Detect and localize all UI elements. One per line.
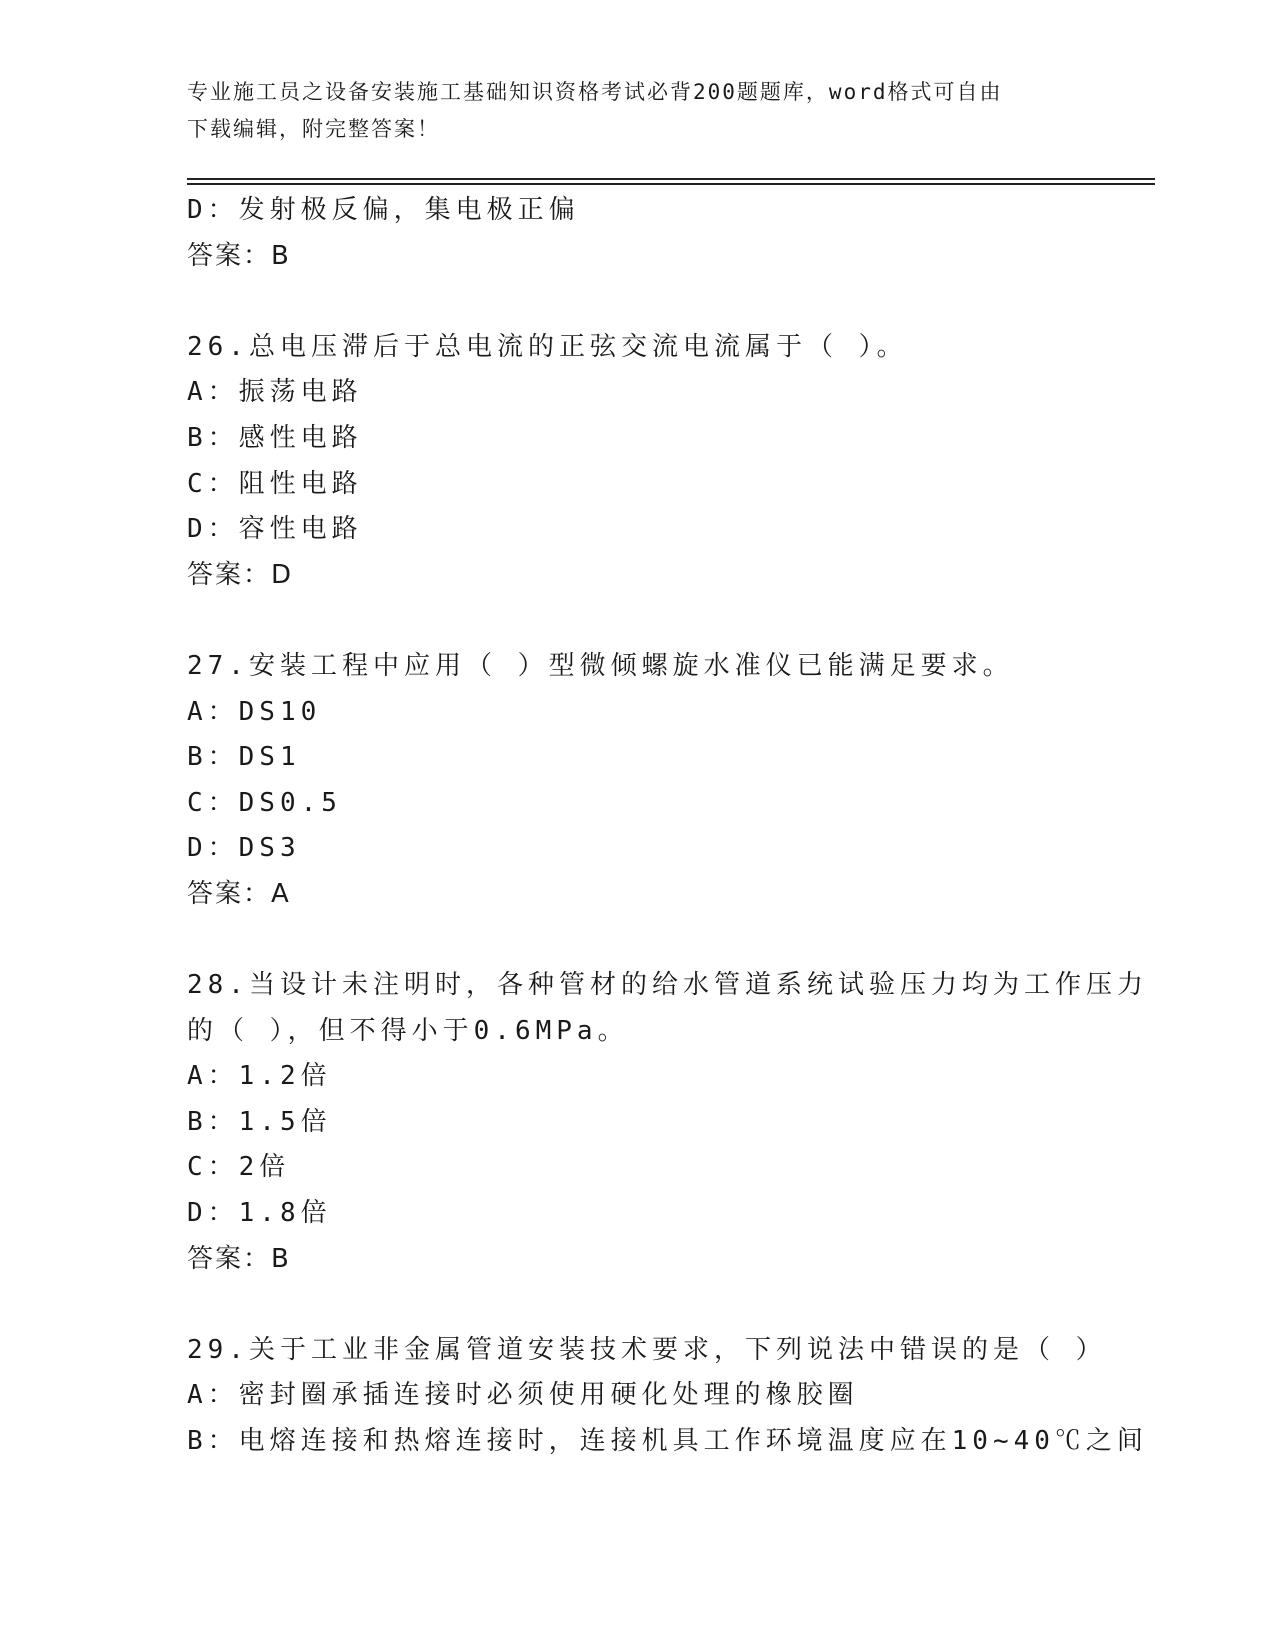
document-title <box>187 74 1067 148</box>
spacer <box>187 598 1155 644</box>
question-stem: 28.当设计未注明时，各种管材的给水管道系统试验压力均为工作压力 <box>187 970 1148 1001</box>
question-stem: 26.总电压滞后于总电流的正弦交流电流属于（ ）。 <box>187 331 908 362</box>
option-c: C：DS0.5 <box>187 787 342 818</box>
option-b: B：感性电路 <box>187 422 363 453</box>
question-stem: 29.关于工业非金属管道安装技术要求，下列说法中错误的是（ ） <box>187 1334 1107 1365</box>
answer-line: 答案：B <box>187 1243 291 1274</box>
question-29 <box>187 1328 1155 1465</box>
question-stem-continued: 的（ ），但不得小于0.6MPa。 <box>187 1015 629 1046</box>
option-d: D：DS3 <box>187 833 301 864</box>
answer-line: 答案：A <box>187 878 291 909</box>
question-28 <box>187 963 1155 1282</box>
spacer <box>187 918 1155 964</box>
question-25-tail <box>187 188 1155 279</box>
option-b: B：DS1 <box>187 742 301 773</box>
option-b: B：电熔连接和热熔连接时，连接机具工作环境温度应在10~40℃之间 <box>187 1426 1148 1457</box>
header-divider-bottom <box>187 183 1155 185</box>
spacer <box>187 279 1155 325</box>
option-d: D：发射极反偏，集电极正偏 <box>187 195 580 225</box>
option-d: D：1.8倍 <box>187 1198 332 1229</box>
option-d: D：容性电路 <box>187 514 363 545</box>
answer-line: 答案：B <box>187 240 291 271</box>
option-b: B：1.5倍 <box>187 1106 332 1137</box>
option-a: A：1.2倍 <box>187 1061 332 1092</box>
option-a: A：DS10 <box>187 696 322 727</box>
question-list <box>187 188 1155 1465</box>
option-a: A：密封圈承插连接时必须使用硬化处理的橡胶圈 <box>187 1380 859 1411</box>
spacer <box>187 1282 1155 1328</box>
document-title-line-1: 专业施工员之设备安装施工基础知识资格考试必背200题题库，word格式可自由 <box>187 80 1003 104</box>
question-26 <box>187 325 1155 599</box>
option-c: C：阻性电路 <box>187 468 363 499</box>
header-divider-top <box>187 178 1155 180</box>
document-title-line-2: 下载编辑，附完整答案！ <box>187 117 440 141</box>
option-a: A：振荡电路 <box>187 377 363 408</box>
question-27 <box>187 644 1155 918</box>
option-c: C：2倍 <box>187 1152 291 1183</box>
question-stem: 27.安装工程中应用（ ）型微倾螺旋水准仪已能满足要求。 <box>187 650 1014 681</box>
answer-line: 答案：D <box>187 559 294 590</box>
